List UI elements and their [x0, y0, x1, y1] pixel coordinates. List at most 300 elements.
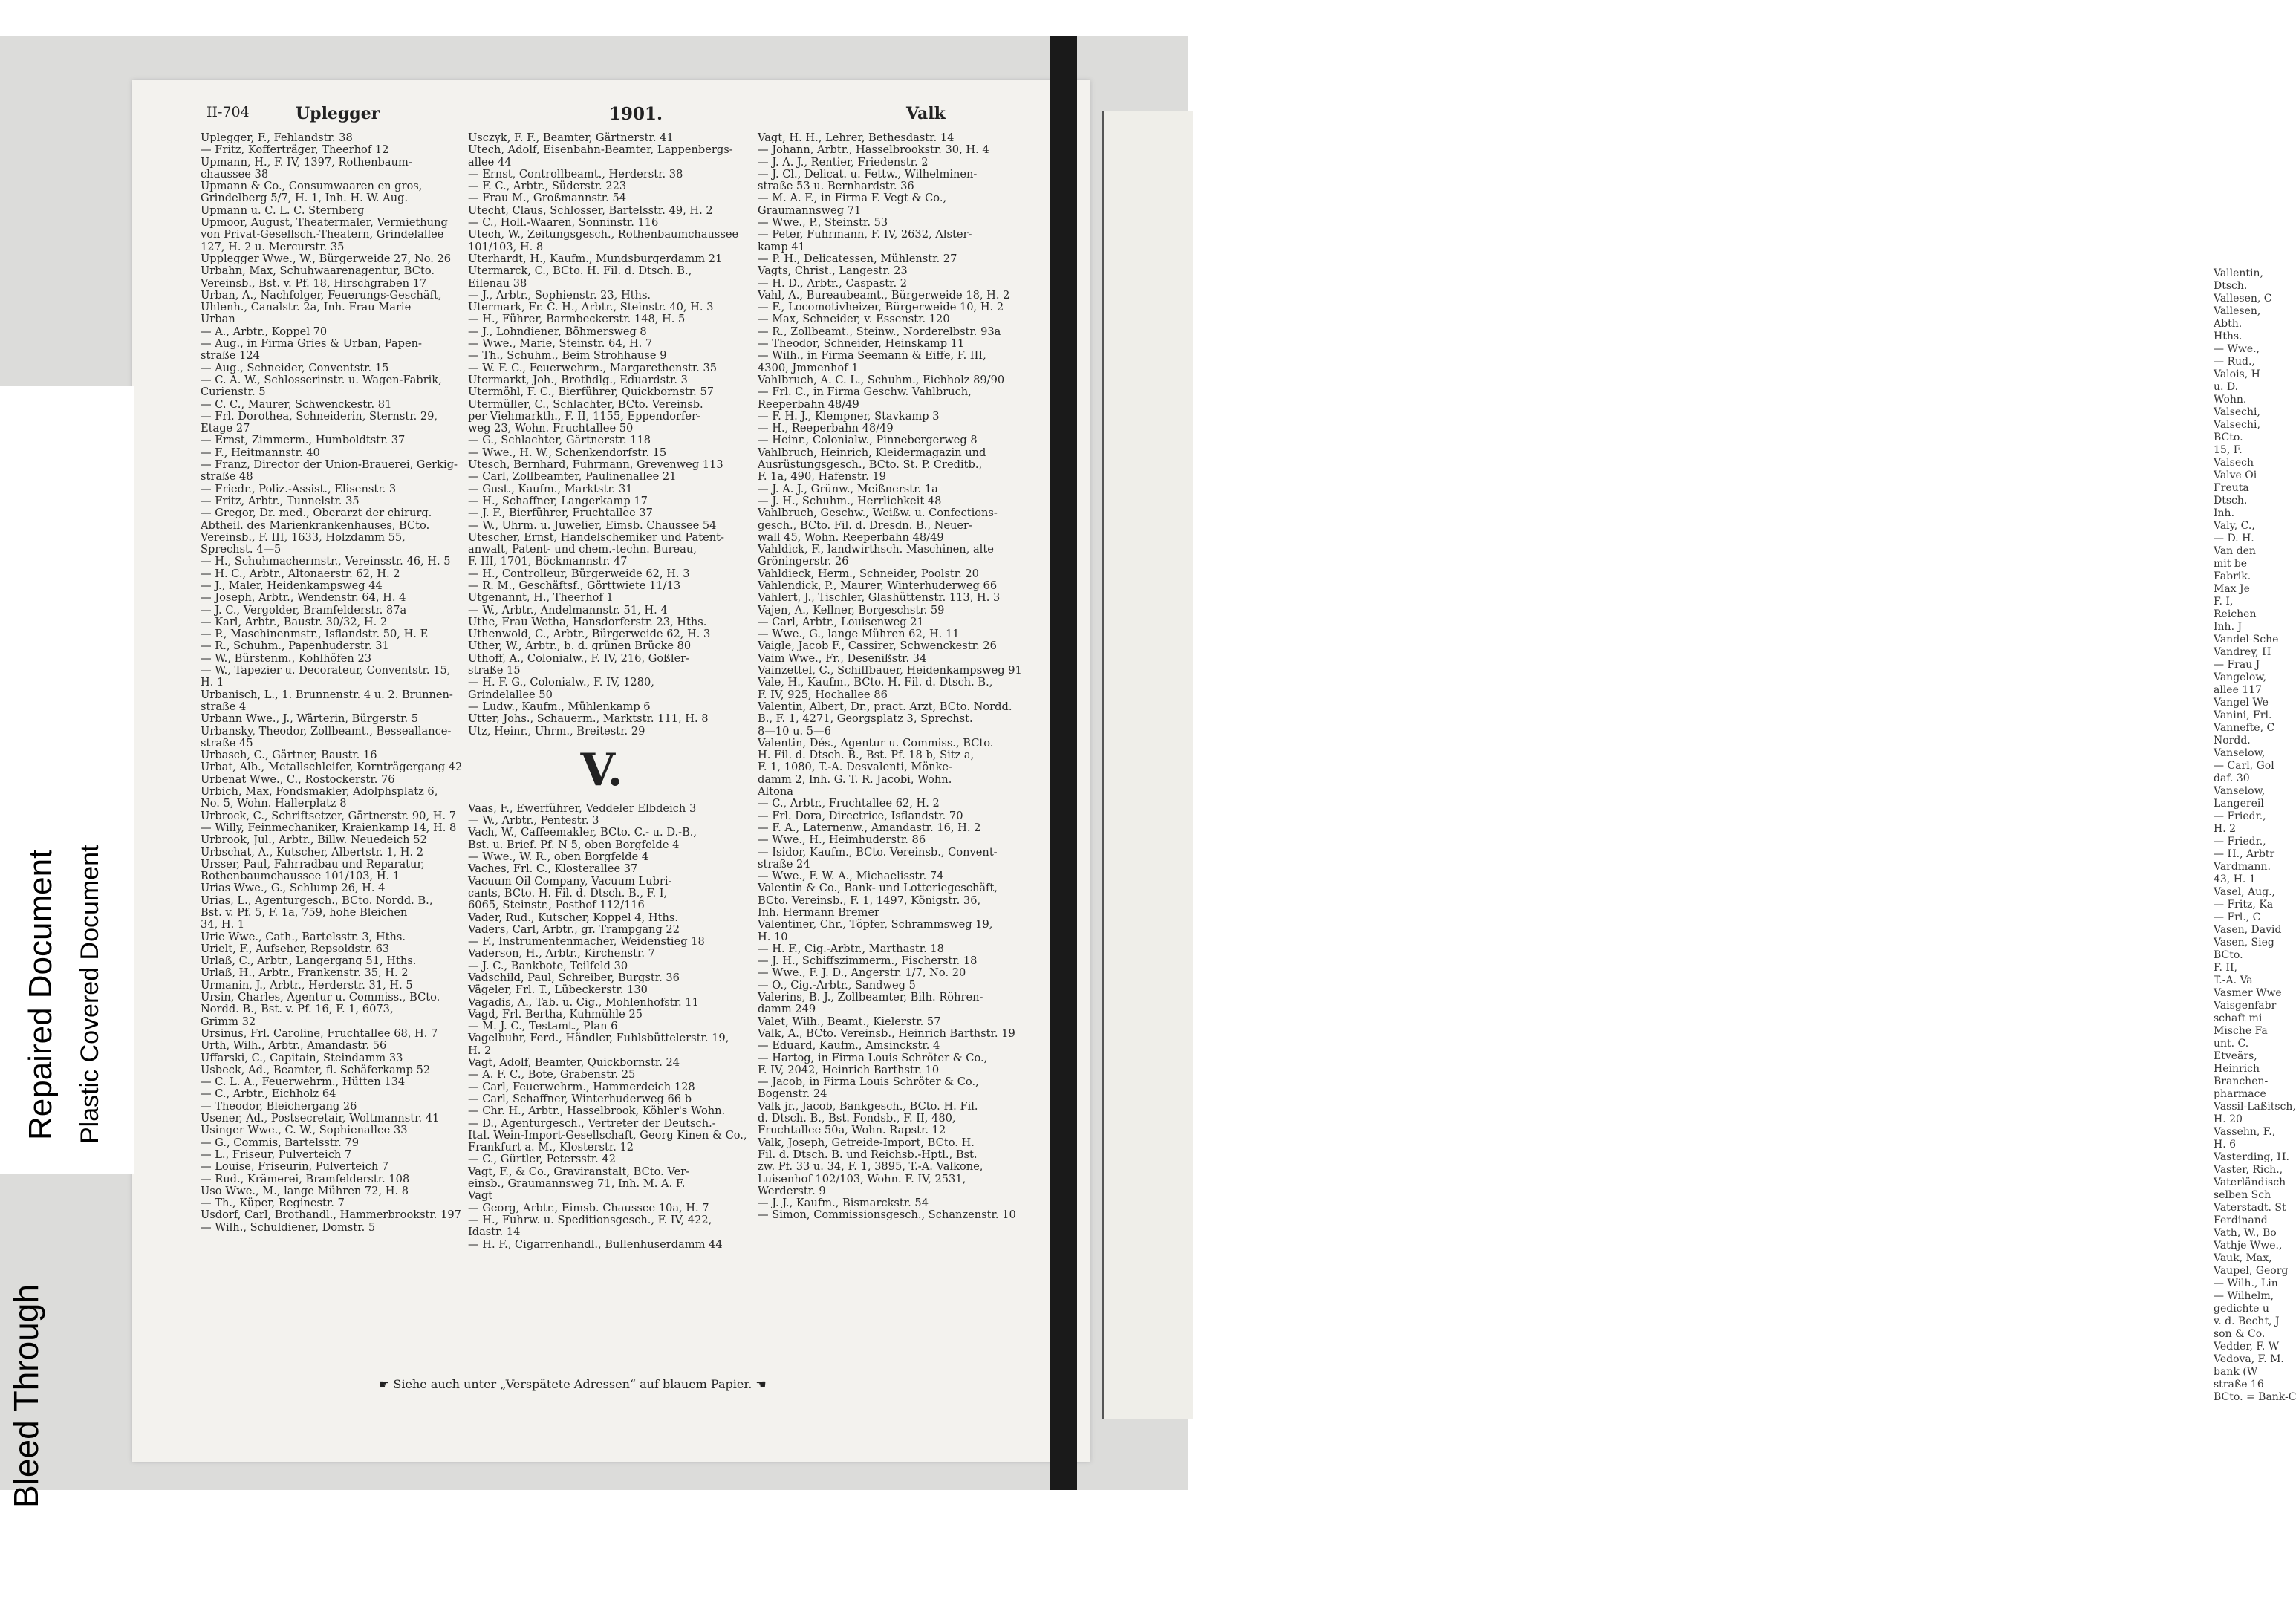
directory-entry: — O., Cig.-Arbtr., Sandweg 5 [758, 978, 916, 992]
directory-entry: Vallesen, C [2214, 293, 2272, 305]
directory-entry: — C. L. A., Feuerwehrm., Hütten 134 [201, 1076, 406, 1089]
directory-entry: — Carl, Gol [2214, 760, 2274, 772]
directory-entry: Upmann & Co., Consumwaaren en gros, [201, 180, 423, 193]
directory-entry: — Frl., C [2214, 911, 2261, 923]
directory-entry: — A., Arbtr., Koppel 70 [201, 325, 328, 338]
directory-entry: Vahldieck, Herm., Schneider, Poolstr. 20 [758, 567, 979, 580]
directory-entry: — Frl. C., in Firma Geschw. Vahlbruch, [758, 385, 972, 399]
directory-entry: chaussee 38 [201, 167, 269, 180]
directory-entry: 34, H. 1 [201, 918, 245, 931]
directory-entry: Vanselow, [2214, 785, 2266, 797]
directory-entry: Nordd. [2214, 735, 2251, 746]
directory-entry: Vedder, F. W [2214, 1341, 2280, 1353]
directory-entry: — Eduard, Kaufm., Amsinckstr. 4 [758, 1039, 940, 1052]
directory-entry: Uplegger, F., Fehlandstr. 38 [201, 131, 353, 144]
directory-entry: B., F. 1, 4271, Georgsplatz 3, Sprechst. [758, 712, 973, 726]
directory-entry: Vallesen, [2214, 305, 2261, 317]
directory-entry: — P. H., Delicatessen, Mühlenstr. 27 [758, 252, 957, 265]
directory-entry: Ursin, Charles, Agentur u. Commiss., BCto. [201, 991, 440, 1004]
directory-entry: Vaim Wwe., Fr., Desenißstr. 34 [758, 651, 927, 665]
directory-entry: Ferdinand [2214, 1214, 2268, 1226]
directory-entry: — J. A. J., Grünw., Meißnerstr. 1a [758, 482, 938, 495]
directory-entry: Utgenannt, H., Theerhof 1 [468, 591, 614, 605]
directory-entry: Wohn. [2214, 394, 2247, 406]
directory-entry: Vereinsb., F. III, 1633, Holzdamm 55, [201, 530, 406, 544]
directory-entry: Fabrik. [2214, 570, 2251, 582]
directory-entry: Utecht, Claus, Schlosser, Bartelsstr. 49, H. 2 [468, 204, 713, 217]
directory-entry: Dtsch. [2214, 495, 2248, 507]
directory-entry: BCto. Vereinsb., F. 1, 1497, Königstr. 36, [758, 894, 981, 907]
directory-entry: — Simon, Commissionsgesch., Schanzenstr. 10 [758, 1208, 1016, 1222]
directory-entry: straße 15 [468, 664, 521, 677]
directory-entry: Urban [201, 313, 235, 326]
directory-entry: Vajen, A., Kellner, Borgeschstr. 59 [758, 603, 945, 616]
directory-entry: Ausrüstungsgesch., BCto. St. P. Creditb., [758, 458, 983, 472]
directory-entry: Vagt [468, 1189, 493, 1203]
directory-entry: Urbansky, Theodor, Zollbeamt., Besseallance- [201, 724, 452, 738]
directory-entry: — Th., Schuhm., Beim Strohhause 9 [468, 349, 667, 362]
directory-entry: Vedova, F. M. [2214, 1353, 2284, 1365]
directory-entry: Fil. d. Dtsch. B. und Reichsb.-Hptl., Bst. [758, 1148, 978, 1161]
directory-entry: H. 10 [758, 930, 788, 943]
directory-entry: Urbanisch, L., 1. Brunnenstr. 4 u. 2. Brunnen- [201, 688, 453, 701]
directory-entry: Valerins, B. J., Zollbeamter, Bilh. Röhren- [758, 991, 983, 1004]
directory-entry: Sprechst. 4—5 [201, 543, 282, 556]
directory-entry: Inh. Hermann Bremer [758, 906, 879, 919]
directory-entry: selben Sch [2214, 1189, 2271, 1201]
directory-entry: — H. C., Arbtr., Altonaerstr. 62, H. 2 [201, 567, 400, 580]
directory-entry: — R., Zollbeamt., Steinw., Norderelbstr. 93a [758, 325, 1001, 338]
directory-entry: Heinrich [2214, 1063, 2260, 1075]
directory-entry: Usczyk, F. F., Beamter, Gärtnerstr. 41 [468, 131, 674, 144]
directory-entry: Ital. Wein-Import-Gesellschaft, Georg Kinen & Co., [468, 1128, 747, 1142]
directory-entry: Branchen- [2214, 1076, 2269, 1087]
header-year: 1901. [609, 104, 663, 124]
directory-entry: Upmann u. C. L. C. Sternberg [201, 204, 365, 217]
directory-entry: Grindelberg 5/7, H. 1, Inh. H. W. Aug. [201, 192, 409, 205]
directory-entry: Vereinsb., Bst. v. Pf. 18, Hirschgraben 17 [201, 276, 427, 290]
directory-entry: Uterhardt, H., Kaufm., Mundsburgerdamm 21 [468, 252, 723, 265]
directory-entry: — Wilhelm, [2214, 1290, 2274, 1302]
directory-entry: — J. C., Vergolder, Bramfelderstr. 87a [201, 603, 407, 616]
directory-entry: Uther, W., Arbtr., b. d. grünen Brücke 80 [468, 640, 692, 653]
header-catchword-left: Uplegger [296, 104, 380, 123]
directory-entry: daf. 30 [2214, 772, 2250, 784]
directory-column-2 [468, 131, 747, 1251]
directory-entry: Frankfurt a. M., Klosterstr. 12 [468, 1141, 634, 1154]
directory-entry: — J. F., Bierführer, Fruchtallee 37 [468, 507, 653, 520]
directory-entry: Urias, L., Agenturgesch., BCto. Nordd. B., [201, 894, 433, 907]
directory-entry: — D. H. [2214, 533, 2254, 544]
adjacent-page-edge [1102, 111, 2296, 1419]
directory-entry: Van den [2214, 545, 2256, 557]
directory-entry: Reeperbahn 48/49 [758, 397, 859, 411]
directory-entry: F. I, [2214, 596, 2234, 608]
directory-entry: — F. C., Arbtr., Süderstr. 223 [468, 180, 627, 193]
directory-entry: — Wwe., Marie, Steinstr. 64, H. 7 [468, 337, 653, 351]
header-catchword-right: Valk [906, 104, 946, 123]
directory-entry: Bogenstr. 24 [758, 1087, 827, 1101]
directory-entry: 4300, Jmmenhof 1 [758, 361, 859, 374]
directory-entry: H. 2 [2214, 823, 2237, 835]
directory-entry: — Chr. H., Arbtr., Hasselbrook, Köhler's Wohn. [468, 1104, 726, 1118]
directory-entry: BCto. [2214, 432, 2243, 443]
directory-entry: — Theodor, Schneider, Heinskamp 11 [758, 337, 965, 351]
directory-entry: Vathje Wwe., [2214, 1240, 2283, 1252]
directory-entry: Vahlert, J., Tischler, Glashüttenstr. 113, H. 3 [758, 591, 1001, 605]
directory-entry: Vangel We [2214, 697, 2269, 709]
directory-entry: 127, H. 2 u. Mercurstr. 35 [201, 240, 345, 253]
directory-entry: Vaderson, H., Arbtr., Kirchenstr. 7 [468, 947, 655, 960]
directory-entry: — R., Schuhm., Papenhuderstr. 31 [201, 640, 389, 653]
directory-entry: Vahl, A., Bureaubeamt., Bürgerweide 18, H. 2 [758, 288, 1010, 302]
directory-entry: straße 53 u. Bernhardstr. 36 [758, 180, 914, 193]
directory-entry: Vaigle, Jacob F., Cassirer, Schwenckestr. 26 [758, 640, 997, 653]
directory-entry: — Heinr., Colonialw., Pinnebergerweg 8 [758, 434, 978, 447]
directory-entry: — Carl, Arbtr., Louisenweg 21 [758, 615, 924, 628]
directory-entry: — Wilh., in Firma Seemann & Eiffe, F. III, [758, 349, 986, 362]
directory-entry: Valet, Wilh., Beamt., Kielerstr. 57 [758, 1015, 941, 1028]
directory-entry: Ursinus, Frl. Caroline, Fruchtallee 68, H. 7 [201, 1027, 438, 1040]
directory-entry: Vardmann. [2214, 861, 2271, 873]
directory-entry: Urbat, Alb., Metallschleifer, Kornträgergang 42 [201, 761, 463, 774]
directory-entry: — H., Fuhrw. u. Speditionsgesch., F. IV, 422, [468, 1213, 712, 1226]
directory-entry: Grindelallee 50 [468, 688, 553, 701]
directory-entry: — Frau J [2214, 659, 2260, 671]
directory-entry: Vaster, Rich., [2214, 1164, 2283, 1176]
directory-entry: Vadschild, Paul, Schreiber, Burgstr. 36 [468, 972, 680, 984]
directory-entry: — Friedr., Poliz.-Assist., Elisenstr. 3 [201, 482, 397, 495]
directory-entry: gedichte u [2214, 1303, 2269, 1315]
directory-entry: H. 1 [201, 676, 224, 689]
directory-entry: — Gust., Kaufm., Marktstr. 31 [468, 482, 633, 495]
directory-entry: — W., Bürstenm., Kohlhöfen 23 [201, 651, 372, 665]
directory-entry: bank (W [2214, 1366, 2258, 1378]
directory-entry: Abth. [2214, 318, 2243, 330]
directory-entry: F. II, [2214, 962, 2237, 974]
directory-entry: Utesch, Bernhard, Fuhrmann, Grevenweg 113 [468, 458, 723, 472]
directory-entry: Etveärs, [2214, 1050, 2257, 1062]
directory-entry: — C., Arbtr., Fruchtallee 62, H. 2 [758, 797, 940, 810]
directory-entry: — Wilh., Lin [2214, 1278, 2278, 1289]
directory-entry: — Hartog, in Firma Louis Schröter & Co., [758, 1051, 988, 1064]
directory-entry: — G., Schlachter, Gärtnerstr. 118 [468, 434, 651, 447]
directory-entry: — H., Führer, Barmbeckerstr. 148, H. 5 [468, 313, 686, 326]
directory-entry: — Wwe., [2214, 343, 2260, 355]
directory-entry: H. 6 [2214, 1139, 2237, 1151]
directory-entry: Vaterländisch [2214, 1177, 2286, 1188]
directory-entry: anwalt, Patent- und chem.-techn. Bureau, [468, 543, 697, 556]
directory-entry: straße 16 [2214, 1379, 2264, 1390]
directory-entry: Vahlbruch, Heinrich, Kleidermagazin und [758, 446, 986, 459]
directory-entry: Vagt, Adolf, Beamter, Quickbornstr. 24 [468, 1056, 680, 1070]
directory-entry: T.-A. Va [2214, 975, 2253, 986]
directory-entry: straße 124 [201, 349, 260, 362]
directory-entry: — Friedr., [2214, 810, 2266, 822]
directory-entry: — J. H., Schuhm., Herrlichkeit 48 [758, 494, 942, 507]
directory-entry: — G., Commis, Bartelsstr. 79 [201, 1136, 359, 1149]
directory-entry: Freuta [2214, 482, 2249, 494]
directory-entry: Vainzettel, C., Schiffbauer, Heidenkampsweg 91 [758, 664, 1022, 677]
directory-entry: Valentiner, Chr., Töpfer, Schrammsweg 19, [758, 918, 993, 931]
directory-entry: Vanini, Frl. [2214, 709, 2272, 721]
directory-entry: Urielt, F., Aufseher, Repsoldstr. 63 [201, 942, 390, 955]
directory-entry: Altona [758, 785, 793, 798]
directory-entry: — Jacob, in Firma Louis Schröter & Co., [758, 1076, 979, 1089]
directory-entry: Curienstr. 5 [201, 385, 266, 399]
directory-entry: — R. M., Geschäftsf., Görttwiete 11/13 [468, 579, 681, 592]
directory-entry: Gröningerstr. 26 [758, 555, 849, 568]
directory-entry: per Viehmarkth., F. II, 1155, Eppendorfer- [468, 409, 700, 423]
directory-entry: — Friedr., [2214, 836, 2266, 847]
directory-entry: 43, H. 1 [2214, 873, 2256, 885]
directory-entry: Vacuum Oil Company, Vacuum Lubri- [468, 874, 672, 888]
directory-entry: wall 45, Wohn. Reeperbahn 48/49 [758, 530, 944, 544]
column-2-entries-u [468, 131, 739, 738]
directory-entry: Etage 27 [201, 422, 250, 435]
binding-shadow [1050, 36, 1077, 1490]
directory-entry: Langereil [2214, 798, 2264, 810]
directory-entry: — Aug., Schneider, Conventstr. 15 [201, 361, 389, 374]
directory-entry: — Ernst, Controllbeamt., Herderstr. 38 [468, 167, 683, 180]
directory-entry: Vach, W., Caffeemakler, BCto. C.- u. D.-B., [468, 826, 697, 839]
directory-entry: — Isidor, Kaufm., BCto. Vereinsb., Convent- [758, 845, 998, 859]
directory-entry: u. D. [2214, 381, 2239, 393]
directory-entry: Valentin, Albert, Dr., pract. Arzt, BCto. Nordd. [758, 700, 1012, 713]
directory-entry: Urlaß, H., Arbtr., Frankenstr. 35, H. 2 [201, 966, 409, 980]
directory-entry: — Ernst, Zimmerm., Humboldtstr. 37 [201, 434, 406, 447]
directory-entry: H. 20 [2214, 1113, 2243, 1125]
directory-entry: — W., Arbtr., Andelmannstr. 51, H. 4 [468, 603, 668, 616]
directory-entry: Utermöhl, F. C., Bierführer, Quickbornstr. 57 [468, 385, 715, 399]
directory-entry: No. 5, Wohn. Hallerplatz 8 [201, 797, 347, 810]
directory-entry: — H. F., Cig.-Arbtr., Marthastr. 18 [758, 942, 944, 955]
directory-entry: — Ludw., Kaufm., Mühlenkamp 6 [468, 700, 651, 713]
directory-entry: — Aug., in Firma Gries & Urban, Papen- [201, 337, 422, 351]
directory-entry: Mische Fa [2214, 1025, 2268, 1037]
directory-entry: — P., Maschinenmstr., Isflandstr. 50, H. E [201, 628, 429, 641]
directory-entry: Urbahn, Max, Schuhwaarenagentur, BCto. [201, 264, 435, 278]
directory-entry: — J. C., Bankbote, Teilfeld 30 [468, 959, 628, 972]
directory-entry: Vandrey, H [2214, 646, 2271, 658]
directory-entry: pharmace [2214, 1088, 2266, 1100]
directory-entry: — Max, Schneider, v. Essenstr. 120 [758, 313, 950, 326]
directory-entry: kamp 41 [758, 240, 805, 253]
directory-entry: Valsech [2214, 457, 2254, 469]
directory-entry: — A. F. C., Bote, Grabenstr. 25 [468, 1068, 636, 1081]
directory-entry: — Wwe., G., lange Mühren 62, H. 11 [758, 628, 960, 641]
directory-entry: damm 249 [758, 1003, 816, 1016]
directory-entry: Vandel-Sche [2214, 634, 2279, 645]
directory-entry: Utescher, Ernst, Handelschemiker und Patent- [468, 530, 724, 544]
directory-entry: F. III, 1701, Böckmannstr. 47 [468, 555, 628, 568]
directory-entry: Vagt, H. H., Lehrer, Bethesdastr. 14 [758, 131, 955, 144]
directory-entry: Upplegger Wwe., W., Bürgerweide 27, No. 26 [201, 252, 452, 265]
directory-entry: — H. F., Cigarrenhandl., Bullenhuserdamm 44 [468, 1237, 723, 1251]
directory-entry: gesch., BCto. Fil. d. Dresdn. B., Neuer- [758, 518, 972, 532]
directory-entry: — Gregor, Dr. med., Oberarzt der chirurg. [201, 507, 432, 520]
directory-entry: Urbasch, C., Gärtner, Baustr. 16 [201, 749, 377, 762]
directory-entry: — F., Heitmannstr. 40 [201, 446, 320, 459]
directory-entry: — C., Holl.-Waaren, Sonninstr. 116 [468, 216, 659, 230]
directory-entry: Urth, Wilh., Arbtr., Amandastr. 56 [201, 1039, 387, 1052]
directory-entry: BCto. [2214, 949, 2243, 961]
directory-entry: cants, BCto. H. Fil. d. Dtsch. B., F. I, [468, 886, 668, 899]
directory-entry: Vaupel, Georg [2214, 1265, 2289, 1277]
directory-entry: — Wilh., Schuldiener, Domstr. 5 [201, 1220, 376, 1234]
directory-entry: schaft mi [2214, 1012, 2263, 1024]
directory-entry: Valois, H [2214, 368, 2260, 380]
directory-entry: Uhlenh., Canalstr. 2a, Inh. Frau Marie [201, 301, 412, 314]
directory-entry: Valk, A., BCto. Vereinsb., Heinrich Barthstr. 19 [758, 1027, 1015, 1040]
directory-entry: — Rud., [2214, 356, 2255, 368]
directory-entry: — M. J. C., Testamt., Plan 6 [468, 1020, 618, 1033]
directory-entry: v. d. Becht, J [2214, 1315, 2280, 1327]
directory-entry: — W., Arbtr., Pentestr. 3 [468, 814, 599, 827]
directory-entry: Vagelbuhr, Ferd., Händler, Fuhlsbüttelerstr. 19, [468, 1032, 729, 1045]
directory-entry: Grimm 32 [201, 1015, 256, 1028]
directory-entry: — J. J., Kaufm., Bismarckstr. 54 [758, 1197, 929, 1210]
directory-entry: — H., Arbtr [2214, 848, 2275, 860]
directory-entry: Vannefte, C [2214, 722, 2275, 734]
directory-entry: Usinger Wwe., C. W., Sophienallee 33 [201, 1124, 408, 1137]
directory-entry: — Frl. Dorothea, Schneiderin, Sternstr. 29, [201, 409, 438, 423]
directory-entry: Valsechi, [2214, 406, 2260, 418]
directory-entry: allee 44 [468, 155, 512, 169]
directory-entry: Utermarck, C., BCto. H. Fil. d. Dtsch. B., [468, 264, 692, 278]
directory-entry: Uthe, Frau Wetha, Hansdorferstr. 23, Hths. [468, 615, 707, 628]
directory-entry: Rothenbaumchaussee 101/103, H. 1 [201, 870, 400, 883]
directory-entry: — C., Gürtler, Petersstr. 42 [468, 1153, 616, 1166]
directory-entry: — C. C., Maurer, Schwenckestr. 81 [201, 397, 392, 411]
directory-entry: — Peter, Fuhrmann, F. IV, 2632, Alster- [758, 228, 972, 241]
directory-entry: weg 23, Wohn. Fruchtallee 50 [468, 422, 634, 435]
directory-entry: Bst. v. Pf. 5, F. 1a, 759, hohe Bleichen [201, 906, 408, 919]
label-plastic-covered: Plastic Covered Document [76, 845, 104, 1144]
directory-entry: von Privat-Gesellsch.-Theatern, Grindelallee [201, 228, 444, 241]
directory-entry: Vagadis, A., Tab. u. Cig., Mohlenhofstr. 11 [468, 995, 699, 1009]
directory-entry: Vanselow, [2214, 747, 2266, 759]
directory-entry: Utech, W., Zeitungsgesch., Rothenbaumchaussee [468, 228, 739, 241]
directory-entry: Vauk, Max, [2214, 1252, 2272, 1264]
directory-entry: allee 117 [2214, 684, 2263, 696]
directory-entry: zw. Pf. 33 u. 34, F. 1, 3895, T.-A. Valkone, [758, 1160, 983, 1174]
directory-entry: Vägeler, Frl. T., Lübeckerstr. 130 [468, 983, 648, 997]
directory-entry: Werderstr. 9 [758, 1184, 826, 1197]
directory-entry: Vallentin, [2214, 267, 2263, 279]
directory-entry: Vagt, F., & Co., Graviranstalt, BCto. Ver- [468, 1165, 690, 1178]
directory-entry: BCto. = Bank-C [2214, 1391, 2296, 1403]
directory-entry: H. 2 [468, 1044, 492, 1057]
directory-entry: — Carl, Feuerwehrm., Hammerdeich 128 [468, 1080, 695, 1093]
directory-entry: Vaders, Carl, Arbtr., gr. Trampgang 22 [468, 923, 680, 936]
directory-entry: straße 45 [201, 736, 253, 749]
directory-entry: — C. A. W., Schlosserinstr. u. Wagen-Fabrik, [201, 373, 442, 386]
directory-entry: Vagts, Christ., Langestr. 23 [758, 264, 908, 278]
directory-entry: Urmanin, J., Arbtr., Herderstr. 31, H. 5 [201, 978, 413, 992]
directory-entry: Upmann, H., F. IV, 1397, Rothenbaum- [201, 155, 412, 169]
directory-entry: — C., Arbtr., Eichholz 64 [201, 1087, 336, 1101]
directory-entry: Vahlbruch, Geschw., Weißw. u. Confections- [758, 507, 998, 520]
section-initial-v: V. [580, 744, 623, 796]
directory-entry: Idastr. 14 [468, 1226, 521, 1239]
directory-entry: Urbrook, Jul., Arbtr., Billw. Neuedeich 52 [201, 833, 427, 847]
directory-entry: straße 24 [758, 857, 810, 871]
directory-entry: Valk, Joseph, Getreide-Import, BCto. H. [758, 1136, 975, 1149]
directory-entry: Uthenwold, C., Arbtr., Bürgerweide 62, H. 3 [468, 628, 711, 641]
directory-entry: — Wwe., H. W., Schenkendorfstr. 15 [468, 446, 667, 459]
directory-entry: Vahlendick, P., Maurer, Winterhuderweg 66 [758, 579, 998, 592]
directory-entry: einsb., Graumannsweg 71, Inh. M. A. F. [468, 1177, 686, 1191]
directory-entry: Inh. J [2214, 621, 2243, 633]
directory-entry: — H., Reeperbahn 48/49 [758, 422, 894, 435]
directory-entry: Reichen [2214, 608, 2257, 620]
directory-entry: — Johann, Arbtr., Hasselbrookstr. 30, H. 4 [758, 143, 989, 157]
directory-entry: — Rud., Krämerei, Bramfelderstr. 108 [201, 1172, 410, 1185]
directory-entry: Utermarkt, Joh., Brothdlg., Eduardstr. 3 [468, 373, 688, 386]
directory-entry: straße 4 [201, 700, 247, 713]
directory-entry: Uso Wwe., M., lange Mühren 72, H. 8 [201, 1184, 409, 1197]
directory-entry: 101/103, H. 8 [468, 240, 544, 253]
directory-entry: — J., Arbtr., Sophienstr. 23, Hths. [468, 288, 651, 302]
directory-entry: Abtheil. des Marienkrankenhauses, BCto. [201, 518, 430, 532]
directory-entry: Vahlbruch, A. C. L., Schuhm., Eichholz 89/90 [758, 373, 1005, 386]
directory-entry: Urlaß, C., Arbtr., Langergang 51, Hths. [201, 954, 417, 968]
directory-entry: Upmoor, August, Theatermaler, Vermiethung [201, 216, 448, 230]
document-condition-label [0, 386, 134, 1508]
directory-entry: — Carl, Schaffner, Winterhuderweg 66 b [468, 1092, 692, 1105]
directory-entry: Utermüller, C., Schlachter, BCto. Vereinsb. [468, 397, 703, 411]
label-bleed-through: Bleed Through [7, 1284, 45, 1508]
directory-entry: Valentin, Dés., Agentur u. Commiss., BCto. [758, 736, 994, 749]
directory-entry: — Frl. Dora, Directrice, Isflandstr. 70 [758, 809, 963, 822]
directory-entry: Vassil-Laßitsch, [2214, 1101, 2296, 1113]
directory-entry: Ursser, Paul, Fahrradbau und Reparatur, [201, 857, 425, 871]
directory-entry: Utermark, Fr. C. H., Arbtr., Steinstr. 40, H. 3 [468, 301, 714, 314]
directory-entry: unt. C. [2214, 1038, 2249, 1050]
directory-entry: Nordd. B., Bst. v. Pf. 16, F. 1, 6073, [201, 1003, 394, 1016]
directory-entry: Usbeck, Ad., Beamter, fl. Schäferkamp 52 [201, 1063, 431, 1076]
directory-entry: — Joseph, Arbtr., Wendenstr. 64, H. 4 [201, 591, 406, 605]
directory-entry: — Wwe., F. W. A., Michaelisstr. 74 [758, 870, 944, 883]
directory-entry: Vaas, F., Ewerführer, Veddeler Elbdeich 3 [468, 801, 697, 815]
directory-entry: Vassehn, F., [2214, 1126, 2276, 1138]
directory-entry: Vagd, Frl. Bertha, Kuhmühle 25 [468, 1007, 643, 1021]
directory-entry: Inh. [2214, 507, 2235, 519]
directory-entry: — H., Controlleur, Bürgerweide 62, H. 3 [468, 567, 690, 580]
directory-entry: F. 1a, 490, Hafenstr. 19 [758, 470, 886, 484]
directory-entry: Vath, W., Bo [2214, 1227, 2277, 1239]
directory-entry: — Wwe., W. R., oben Borgfelde 4 [468, 850, 649, 864]
directory-entry: — J., Maler, Heidenkampsweg 44 [201, 579, 383, 592]
directory-entry: — Wwe., H., Heimhuderstr. 86 [758, 833, 926, 847]
directory-entry: Uthoff, A., Colonialw., F. IV, 216, Goßler- [468, 651, 690, 665]
directory-entry: Max Je [2214, 583, 2250, 595]
directory-entry: Vaches, Frl. C., Klosterallee 37 [468, 862, 638, 876]
directory-entry: Vale, H., Kaufm., BCto. H. Fil. d. Dtsch. B., [758, 676, 993, 689]
directory-entry: — Louise, Friseurin, Pulverteich 7 [201, 1160, 389, 1174]
directory-entry: — Frau M., Großmannstr. 54 [468, 192, 627, 205]
directory-entry: Valsechi, [2214, 419, 2260, 431]
column-2-entries-v [468, 801, 747, 1251]
directory-entry: H. Fil. d. Dtsch. B., Bst. Pf. 18 b, Sitz a, [758, 749, 975, 762]
directory-entry: — Theodor, Bleichergang 26 [201, 1099, 357, 1113]
directory-entry: Uffarski, C., Capitain, Steindamm 33 [201, 1051, 403, 1064]
directory-entry: Hths. [2214, 331, 2243, 342]
directory-entry: F. IV, 2042, Heinrich Barthstr. 10 [758, 1063, 940, 1076]
directory-entry: — J. A. J., Rentier, Friedenstr. 2 [758, 155, 929, 169]
directory-entry: Valy, C., [2214, 520, 2255, 532]
